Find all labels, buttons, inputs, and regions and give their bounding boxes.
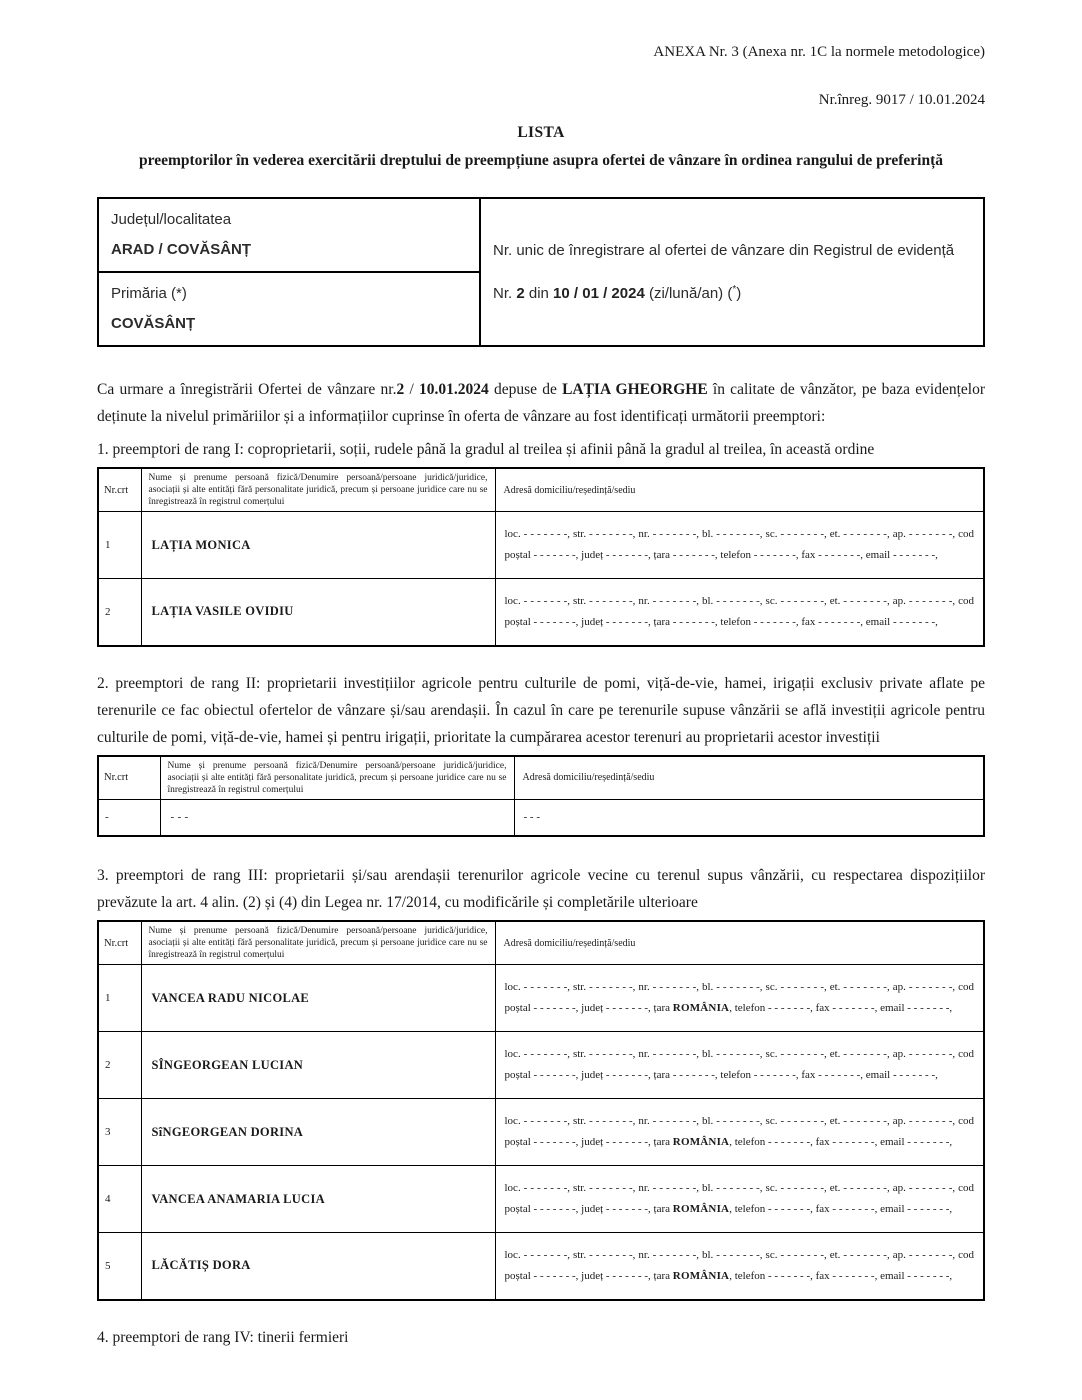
rank3-heading: 3. preemptori de rang III: proprietarii și/sau arendașii terenurilor agricole vecine cu terenul supus vânzării, cu respectarea dispozițiilor prevăzute la art. 4 alin. (2) și (4) din Legea nr. 17/2014, cu modificările și completările ulterioare: [97, 867, 985, 911]
intro-text-3: în calitate de vânzător, pe baza evidențelor deținute la nivelul primăriilor și a informațiilor cuprinse în oferta de vânzare au fost identificați următorii preemptori:: [97, 381, 986, 425]
column-header-nr: Nr.crt: [98, 468, 141, 512]
county-separator: /: [154, 241, 167, 258]
intro-separator: /: [404, 381, 419, 398]
row-number: 1: [98, 965, 141, 1032]
row-number: 4: [98, 1166, 141, 1233]
rank2-header-row: [98, 756, 984, 800]
address-text: loc. - - - - - - -, str. - - - - - - -, nr. - - - - - - -, bl. - - - - - - -, sc. - - - - - - -, et. - - - - - - -, ap. - - - - - - -, cod poștal - - - - - - -, județ - - - - - - -, țara: [504, 1115, 974, 1148]
table-row: [98, 965, 984, 1032]
column-header-address: Adresă domiciliu/reședință/sediu: [514, 756, 984, 800]
address-text-tail: , telefon - - - - - - -, fax - - - - - - -, email - - - - - - -,: [729, 1136, 953, 1148]
address-country: ROMÂNIA: [672, 1203, 730, 1215]
preemptor-name: LAȚIA MONICA: [141, 512, 495, 579]
cityhall-value: COVĂSÂNȚ: [111, 315, 196, 332]
county-name: ARAD: [111, 241, 155, 258]
rank1-table: [97, 467, 985, 647]
registry-date: 10 / 01 / 2024: [553, 284, 645, 302]
table-row: [98, 1099, 984, 1166]
preemptor-address: [495, 579, 984, 646]
table-row: [98, 1032, 984, 1099]
rank4-heading: 4. preemptori de rang IV: tinerii fermieri: [97, 1328, 349, 1346]
row-number: -: [98, 799, 160, 836]
rank3-table: [97, 920, 985, 1301]
address-text: loc. - - - - - - -, str. - - - - - - -, nr. - - - - - - -, bl. - - - - - - -, sc. - - - - - - -, et. - - - - - - -, ap. - - - - - - -, cod poștal - - - - - - -, județ - - - - - - -, țara - - - - - - -, telefon - - - - - - -, fax - - - - - - -, email - - - - - - -,: [504, 594, 974, 628]
row-number: 1: [98, 512, 141, 579]
county-label: Județul/localitatea: [111, 211, 232, 228]
table-row: [98, 1166, 984, 1233]
address-text: loc. - - - - - - -, str. - - - - - - -, nr. - - - - - - -, bl. - - - - - - -, sc. - - - - - - -, et. - - - - - - -, ap. - - - - - - -, cod poștal - - - - - - -, județ - - - - - - -, țara - - - - - - -, telefon - - - - - - -, fax - - - - - - -, email - - - - - - -,: [504, 1048, 974, 1081]
registry-footnote-star: *: [732, 283, 737, 295]
rank1-header-row: [98, 468, 984, 512]
preemptor-name: LĂCĂTIȘ DORA: [141, 1233, 495, 1300]
locality-name: COVĂSÂNȚ: [166, 241, 252, 258]
preemptor-address: [495, 1099, 984, 1166]
preemptor-name: LAȚIA VASILE OVIDIU: [141, 579, 495, 646]
rank2-table: [97, 755, 985, 838]
offer-date: 10.01.2024: [418, 381, 489, 398]
registry-suffix: (zi/lună/an) (: [644, 284, 733, 302]
column-header-nr: Nr.crt: [98, 756, 160, 800]
address-country: ROMÂNIA: [672, 1269, 730, 1282]
offer-number: 2: [396, 381, 405, 398]
column-header-address: Adresă domiciliu/reședință/sediu: [495, 468, 984, 512]
table-row: [98, 512, 984, 579]
address-country: ROMÂNIA: [672, 1136, 730, 1148]
address-text: - - -: [523, 810, 540, 823]
cityhall-label: Primăria (*): [111, 285, 187, 302]
preemptor-address: [514, 799, 984, 836]
row-number: 3: [98, 1099, 141, 1166]
address-text-tail: , telefon - - - - - - -, fax - - - - - - -, email - - - - - - -,: [729, 1269, 953, 1282]
preemptor-address: [495, 965, 984, 1032]
address-text: loc. - - - - - - -, str. - - - - - - -, nr. - - - - - - -, bl. - - - - - - -, sc. - - - - - - -, et. - - - - - - -, ap. - - - - - - -, cod poștal - - - - - - -, județ - - - - - - -, țara: [504, 1182, 974, 1215]
column-header-name: Nume și prenume persoană fizică/Denumire persoană/persoane juridică/juridice, asociații și alte entități fără personalitate juridică, precum și persoane juridice care nu se înregistrează în registrul comerțului: [141, 921, 495, 965]
address-text: loc. - - - - - - -, str. - - - - - - -, nr. - - - - - - -, bl. - - - - - - -, sc. - - - - - - -, et. - - - - - - -, ap. - - - - - - -, cod poștal - - - - - - -, județ - - - - - - -, țara - - - - - - -, telefon - - - - - - -, fax - - - - - - -, email - - - - - - -,: [504, 528, 974, 561]
address-text-tail: , telefon - - - - - - -, fax - - - - - - -, email - - - - - - -,: [729, 1002, 953, 1014]
registry-din: din: [524, 284, 554, 302]
column-header-name: Nume și prenume persoană fizică/Denumire persoană/persoane juridică/juridice, asociații și alte entități fără personalitate juridică, precum și persoane juridice care nu se înregistrează în registrul comerțului: [160, 756, 514, 800]
registration-number-line: Nr.înreg. 9017 / 10.01.2024: [818, 92, 985, 108]
rank1-heading: 1. preemptori de rang I: coproprietarii, soții, rudele până la gradul al treilea și afinii până la gradul al treilea, în această ordine: [97, 441, 875, 458]
address-text-tail: , telefon - - - - - - -, fax - - - - - - -, email - - - - - - -,: [729, 1203, 953, 1215]
table-row: [98, 1233, 984, 1300]
preemptor-address: [495, 1233, 984, 1300]
annex-note: ANEXA Nr. 3 (Anexa nr. 1C la normele metodologice): [653, 44, 985, 60]
registry-prefix: Nr.: [493, 284, 517, 302]
preemptor-name: VANCEA RADU NICOLAE: [141, 965, 495, 1032]
intro-text-1: Ca urmare a înregistrării Ofertei de vânzare nr.: [97, 381, 397, 398]
table-row: [98, 579, 984, 646]
row-number: 2: [98, 1032, 141, 1099]
preemptor-name: SîNGEORGEAN DORINA: [141, 1099, 495, 1166]
address-text: loc. - - - - - - -, str. - - - - - - -, nr. - - - - - - -, bl. - - - - - - -, sc. - - - - - - -, et. - - - - - - -, ap. - - - - - - -, cod poștal - - - - - - -, județ - - - - - - -, țara: [504, 981, 974, 1014]
preemptor-address: [495, 512, 984, 579]
intro-text-2: depuse de: [488, 381, 563, 398]
seller-name: LAȚIA GHEORGHE: [562, 381, 708, 398]
preemptor-name: VANCEA ANAMARIA LUCIA: [141, 1166, 495, 1233]
registry-cell: [480, 198, 984, 346]
row-number: 5: [98, 1233, 141, 1300]
registration-info-table: [97, 197, 985, 347]
county-cell: [98, 198, 480, 272]
registry-close-paren: ): [736, 284, 742, 302]
column-header-nr: Nr.crt: [98, 921, 141, 965]
intro-paragraph: [97, 376, 985, 430]
rank3-header-row: [98, 921, 984, 965]
preemptor-name: - - -: [160, 799, 514, 836]
table-row: [98, 799, 984, 836]
document-title: LISTA: [517, 124, 565, 141]
preemptor-address: [495, 1166, 984, 1233]
registry-title: Nr. unic de înregistrare al ofertei de vânzare din Registrul de evidență: [493, 241, 955, 259]
registry-number-line: [493, 275, 971, 309]
address-text: loc. - - - - - - -, str. - - - - - - -, nr. - - - - - - -, bl. - - - - - - -, sc. - - - - - - -, et. - - - - - - -, ap. - - - - - - -, cod poștal - - - - - - -, județ - - - - - - -, țara: [504, 1248, 974, 1282]
address-country: ROMÂNIA: [672, 1002, 730, 1014]
cityhall-cell: [98, 272, 480, 346]
preemptor-address: [495, 1032, 984, 1099]
document-subtitle: preemptorilor în vederea exercitării dreptului de preempțiune asupra ofertei de vânzare în ordinea rangului de preferință: [138, 152, 944, 169]
row-number: 2: [98, 579, 141, 646]
column-header-address: Adresă domiciliu/reședință/sediu: [495, 921, 984, 965]
preemptor-name: SÎNGEORGEAN LUCIAN: [141, 1032, 495, 1099]
registry-number: 2: [516, 284, 525, 302]
column-header-name: Nume și prenume persoană fizică/Denumire persoană/persoane juridică/juridice, asociații și alte entități fără personalitate juridică, precum și persoane juridice care nu se înregistrează în registrul comerțului: [141, 468, 495, 512]
county-value: [111, 235, 467, 265]
rank2-heading: 2. preemptori de rang II: proprietarii investițiilor agricole pentru culturile de pomi, viță-de-vie, hamei, irigații exclusiv private aflate pe terenurile ce fac obiectul ofertelor de vânzare și/sau arendașii. În cazul în care pe terenurile supuse vânzării se află investiții agricole pentru culturile de pomi, viță-de-vie, hamei și pentru irigații, prioritate la cumpărarea acestor terenuri au proprietarii acestor investiții: [97, 674, 985, 746]
